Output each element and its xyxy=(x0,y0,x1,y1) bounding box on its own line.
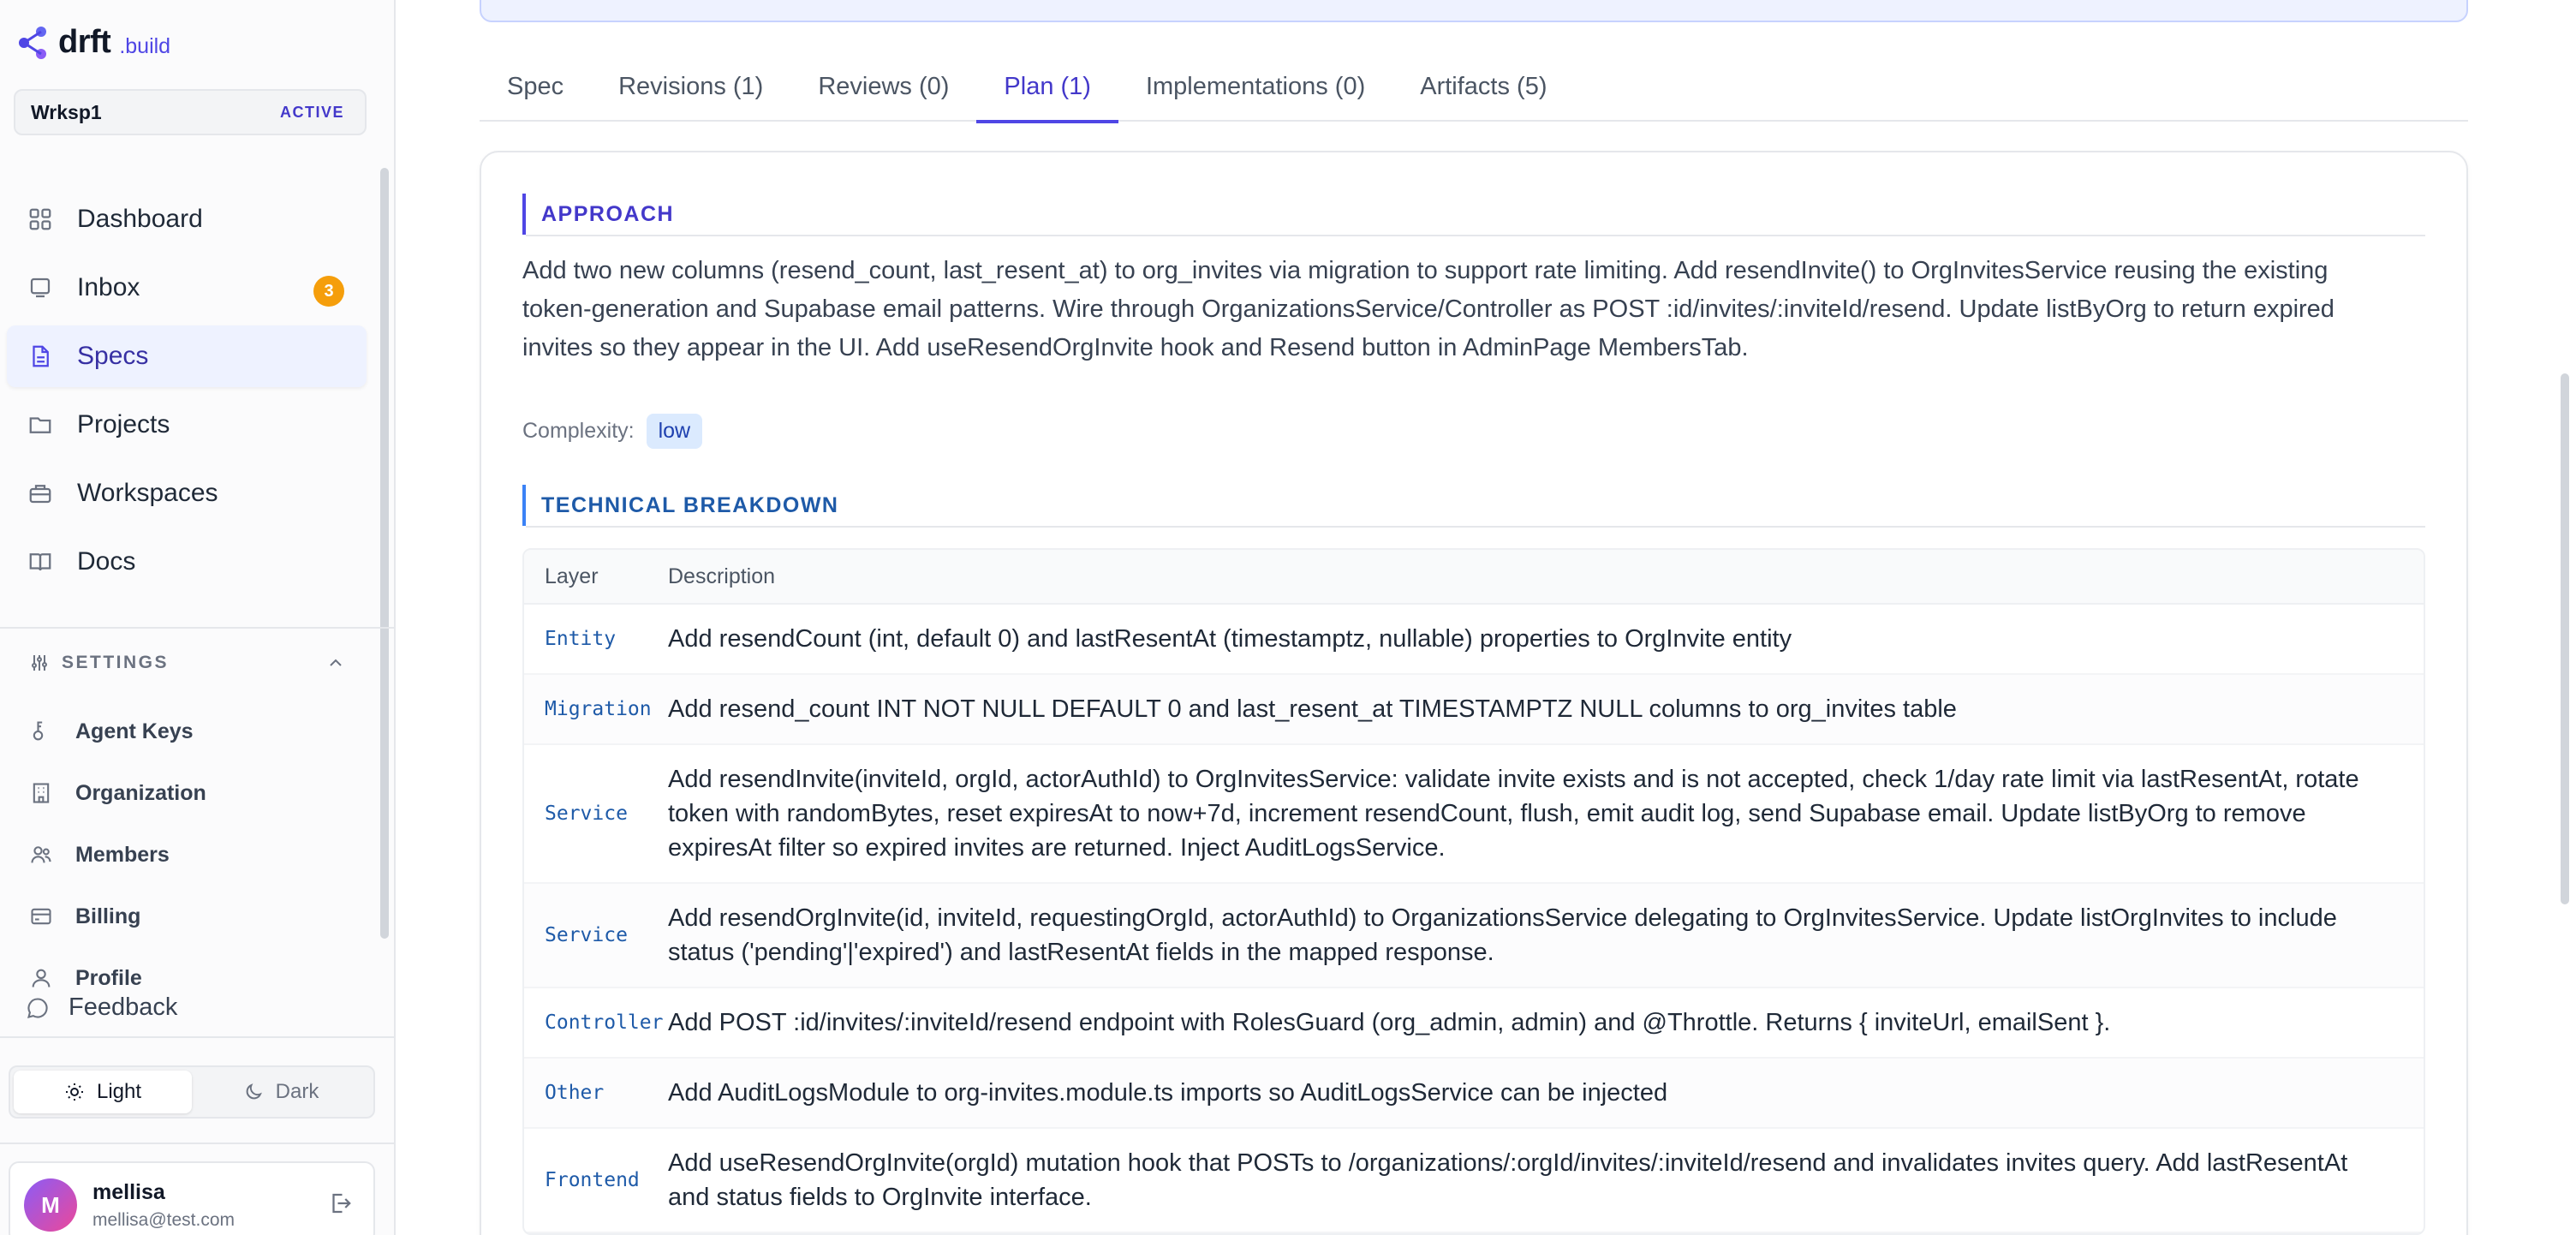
users-icon xyxy=(29,843,53,867)
message-circle-icon xyxy=(26,996,50,1020)
approach-section xyxy=(522,194,2425,367)
workspace-status-badge: ACTIVE xyxy=(279,103,344,121)
table-row xyxy=(524,605,2424,675)
nav-label: Projects xyxy=(77,410,170,439)
tab-spec[interactable]: Spec xyxy=(507,72,564,100)
brand-logo[interactable] xyxy=(17,24,170,61)
moon-icon xyxy=(243,1082,264,1102)
main-nav xyxy=(7,188,367,600)
nav-label: Billing xyxy=(75,904,141,928)
nav-label: Dashboard xyxy=(77,205,203,233)
description-cell: Add resendInvite(inviteId, orgId, actorAuthId) to OrgInvitesService: validate invite exists and is not accepted, check 1/day rate limit via lastResentAt, rotate token with randomBytes, reset expiresAt to now+7d, increment resendCount, flush, emit audit log, send Supabase email. Update listByOrg to remove expiresAt filter so expired invites are returned. Inject AuditLogsService. xyxy=(668,766,2359,862)
sidebar-divider xyxy=(0,627,394,629)
column-header-layer: Layer xyxy=(545,564,599,588)
document-icon xyxy=(27,343,53,369)
theme-toggle xyxy=(9,1065,375,1119)
main-content xyxy=(396,0,2576,1235)
description-cell: Add resendOrgInvite(id, inviteId, requestingOrgId, actorAuthId) to OrganizationsService delegating to OrgInvitesService. Update listOrgInvites to include status ('pending'|'expired') and lastResentAt fields in the mapped response. xyxy=(668,904,2337,966)
table-row xyxy=(524,988,2424,1059)
layer-cell: Entity xyxy=(545,628,617,650)
grid-icon xyxy=(27,206,53,232)
table-header xyxy=(524,550,2424,605)
nav-item-members[interactable] xyxy=(29,824,355,886)
layer-cell: Service xyxy=(545,802,628,825)
nav-label: Docs xyxy=(77,547,136,576)
feedback-label: Feedback xyxy=(69,993,178,1021)
plan-card xyxy=(480,151,2468,1235)
technical-breakdown-section xyxy=(522,485,2425,1235)
nav-label: Organization xyxy=(75,780,206,805)
user-card[interactable] xyxy=(9,1161,375,1235)
layer-cell: Service xyxy=(545,924,628,946)
complexity-row xyxy=(522,414,2425,449)
description-cell: Add resend_count INT NOT NULL DEFAULT 0 and last_resent_at TIMESTAMPTZ NULL columns to org_invites table xyxy=(668,695,1957,723)
folder-icon xyxy=(27,412,53,438)
approach-heading: APPROACH xyxy=(522,194,2425,235)
workspace-selector[interactable] xyxy=(14,89,367,135)
book-icon xyxy=(27,549,53,575)
tab-artifacts[interactable]: Artifacts (5) xyxy=(1420,72,1547,100)
workspace-name: Wrksp1 xyxy=(31,100,102,123)
logout-icon[interactable] xyxy=(327,1190,353,1216)
key-icon xyxy=(29,719,53,743)
sidebar xyxy=(0,0,396,1235)
nav-item-workspaces[interactable] xyxy=(7,462,367,524)
theme-light-label: Light xyxy=(96,1080,142,1103)
settings-section-toggle[interactable] xyxy=(29,653,346,673)
settings-label: SETTINGS xyxy=(62,653,170,672)
building-icon xyxy=(29,781,53,805)
description-cell: Add useResendOrgInvite(orgId) mutation hook that POSTs to /organizations/:orgId/invites/:inviteId/resend and invalidates invites query. Add lastResentAt and status fields to OrgInvite interface. xyxy=(668,1149,2348,1211)
sun-icon xyxy=(64,1082,85,1102)
layer-cell: Other xyxy=(545,1082,605,1104)
description-cell: Add AuditLogsModule to org-invites.module.ts imports so AuditLogsService can be injected xyxy=(668,1079,1668,1107)
tab-plan[interactable]: Plan (1) xyxy=(976,51,1118,122)
inbox-icon xyxy=(27,275,53,301)
user-email: mellisa@test.com xyxy=(92,1210,236,1230)
technical-breakdown-heading: TECHNICAL BREAKDOWN xyxy=(522,485,2425,526)
inbox-count-badge: 3 xyxy=(313,276,344,307)
avatar: M xyxy=(24,1178,77,1232)
complexity-label: Complexity: xyxy=(522,419,635,443)
tab-implementations[interactable]: Implementations (0) xyxy=(1145,72,1366,100)
table-row xyxy=(524,675,2424,745)
brand-name: drft xyxy=(58,24,111,60)
layer-cell: Migration xyxy=(545,698,652,720)
share-nodes-icon xyxy=(17,26,48,60)
table-row xyxy=(524,745,2424,884)
nav-label: Profile xyxy=(75,965,142,990)
sliders-icon xyxy=(29,653,50,673)
theme-dark-button[interactable] xyxy=(192,1071,370,1113)
nav-label: Agent Keys xyxy=(75,719,194,743)
spec-tabs xyxy=(480,51,2468,122)
sidebar-divider xyxy=(0,1036,394,1038)
section-divider xyxy=(526,526,2425,528)
chevron-up-icon xyxy=(325,653,346,673)
breakdown-table xyxy=(522,548,2425,1235)
nav-label: Specs xyxy=(77,342,149,370)
sidebar-divider xyxy=(0,1143,394,1144)
column-header-description: Description xyxy=(668,564,776,588)
user-info xyxy=(92,1178,235,1231)
table-row xyxy=(524,884,2424,988)
layer-cell: Controller xyxy=(545,1011,664,1034)
brand-suffix: .build xyxy=(119,34,171,58)
description-cell: Add POST :id/invites/:inviteId/resend endpoint with RolesGuard (org_admin, admin) and @Throttle. Returns { inviteUrl, emailSent }. xyxy=(668,1009,2111,1036)
theme-light-button[interactable] xyxy=(14,1071,192,1113)
nav-item-billing[interactable] xyxy=(29,886,355,947)
complexity-badge: low xyxy=(647,414,703,449)
table-row xyxy=(524,1059,2424,1129)
settings-nav xyxy=(29,701,355,1009)
nav-label: Inbox xyxy=(77,273,140,301)
approach-text: Add two new columns (resend_count, last_resent_at) to org_invites via migration to support rate limiting. Add resendInvite() to OrgInvitesService reusing the existing token-generation and Supabase email patterns. Wire through OrganizationsService/Controller as POST :id/invites/:inviteId/resend. Update listByOrg to return expired invites so they appear in the UI. Add useResendOrgInvite hook and Resend button in AdminPage MembersTab. xyxy=(522,257,2334,361)
nav-label: Workspaces xyxy=(77,479,218,507)
nav-item-organization[interactable] xyxy=(29,762,355,824)
description-cell: Add resendCount (int, default 0) and lastResentAt (timestamptz, nullable) properties to OrgInvite entity xyxy=(668,625,1792,653)
nav-item-dashboard[interactable] xyxy=(7,188,367,250)
sidebar-scrollbar[interactable] xyxy=(380,168,389,939)
feedback-button[interactable] xyxy=(26,993,177,1022)
main-scrollbar[interactable] xyxy=(2561,373,2569,904)
layer-cell: Frontend xyxy=(545,1169,640,1191)
user-name: mellisa xyxy=(92,1180,165,1204)
nav-item-agent-keys[interactable] xyxy=(29,701,355,762)
spec-header-card xyxy=(480,0,2468,22)
nav-item-projects[interactable] xyxy=(7,394,367,456)
nav-label: Members xyxy=(75,842,170,867)
nav-item-inbox[interactable] xyxy=(7,257,367,319)
theme-dark-label: Dark xyxy=(275,1080,319,1103)
tab-revisions[interactable]: Revisions (1) xyxy=(618,72,764,100)
nav-item-specs[interactable] xyxy=(7,325,367,387)
user-icon xyxy=(29,966,53,990)
credit-card-icon xyxy=(29,904,53,928)
table-row xyxy=(524,1129,2424,1233)
nav-item-docs[interactable] xyxy=(7,531,367,593)
briefcase-icon xyxy=(27,480,53,506)
tab-reviews[interactable]: Reviews (0) xyxy=(818,72,950,100)
section-divider xyxy=(526,235,2425,236)
table-body xyxy=(524,605,2424,1233)
